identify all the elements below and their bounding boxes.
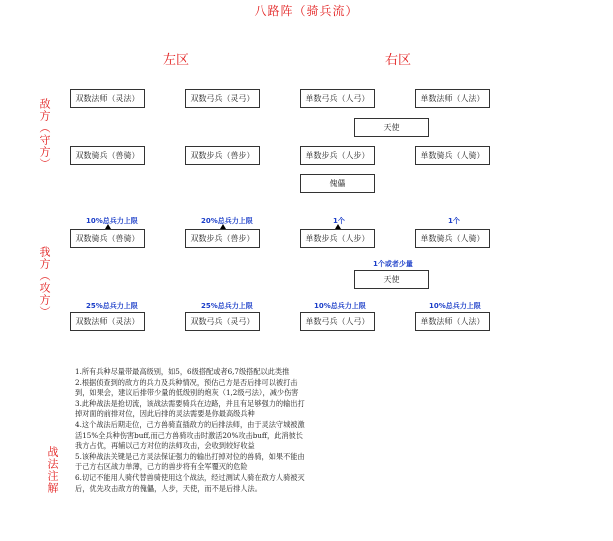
diagram-title: 八路阵（骑兵流） (254, 4, 359, 18)
our-row2-cap-2: 25%总兵力上限 (201, 302, 253, 310)
our-row2-box-1: 双数法师（灵法） (70, 312, 145, 331)
our-row1-box-1: 双数骑兵（兽骑） (70, 229, 145, 248)
enemy-row2-box-4: 单数骑兵（人骑） (415, 146, 490, 165)
note-3: 3.此种战法是抢切流，该战法需要骑兵在边路，并且有足够强力的输出打掉对面的前排对位，因此后排的灵法需要是你最高级兵种 (75, 398, 305, 419)
enemy-row2-box-2: 双数步兵（兽步） (185, 146, 260, 165)
tactics-notes-label: 战法注解 (46, 446, 59, 494)
our-row2-box-2: 双数弓兵（灵弓） (185, 312, 260, 331)
our-row1-cap-4: 1个 (448, 217, 460, 225)
enemy-row1-box-1: 双数法师（灵法） (70, 89, 145, 108)
note-6: 6.切记不能用人骑代替兽骑使用这个战法，经过测试人骑在敌方人骑被灭后，优先攻击敌方的傀儡，人步，天使，而不是后排人法。 (75, 472, 305, 493)
our-row2-box-3: 单数弓兵（人弓） (300, 312, 375, 331)
enemy-puppet-box: 傀儡 (300, 174, 375, 193)
enemy-row2-box-3: 单数步兵（人步） (300, 146, 375, 165)
note-5: 5.该种战法关键是己方灵法保证强力的输出打掉对位的兽骑，如果不能由于己方右区战力单薄，己方的兽步将有全军覆灭的危险 (75, 451, 305, 472)
note-1: 1.所有兵种尽量带最高级别，如5，6级搭配或者6,7级搭配以此类推 (75, 367, 290, 376)
enemy-row1-box-4: 单数法师（人法） (415, 89, 490, 108)
our-row1-box-3: 单数步兵（人步） (300, 229, 375, 248)
our-row1-cap-2: 20%总兵力上限 (201, 217, 253, 225)
note-2: 2.根据侦查到的敌方的兵力及兵种情况，预估己方是否后排可以被打击到，如果会，建议后排带少量的低级别的炮灰（1,2级弓法），减少伤害 (75, 377, 299, 398)
our-row1-cap-3: 1个 (333, 217, 345, 225)
enemy-angel-box: 天使 (354, 118, 429, 137)
our-row2-cap-3: 10%总兵力上限 (314, 302, 366, 310)
our-row1-cap-1: 10%总兵力上限 (86, 217, 138, 225)
enemy-side-label: 敌方（守方） (38, 98, 51, 170)
our-row1-box-2: 双数步兵（兽步） (185, 229, 260, 248)
our-side-label: 我方（攻方） (38, 246, 51, 318)
tactics-notes (75, 367, 305, 494)
note-4: 4.这个战法后期走位，己方兽骑直插敌方的后排法师，由于灵法守城被激活15%全兵种伤害buff,而己方兽骑攻击时激活20%攻击buff，此消彼长我方占优，再辅以己方对位的法师攻击，会收到较好收益 (75, 419, 305, 451)
left-zone-header: 左区 (163, 53, 190, 68)
our-row1-box-4: 单数骑兵（人骑） (415, 229, 490, 248)
our-angel-box: 天使 (354, 270, 429, 289)
our-row2-cap-1: 25%总兵力上限 (86, 302, 138, 310)
enemy-row1-box-3: 单数弓兵（人弓） (300, 89, 375, 108)
our-angel-cap: 1个或者少量 (373, 260, 413, 268)
our-row2-box-4: 单数法师（人法） (415, 312, 490, 331)
enemy-row1-box-2: 双数弓兵（灵弓） (185, 89, 260, 108)
our-row2-cap-4: 10%总兵力上限 (429, 302, 481, 310)
enemy-row2-box-1: 双数骑兵（兽骑） (70, 146, 145, 165)
right-zone-header: 右区 (385, 53, 412, 68)
